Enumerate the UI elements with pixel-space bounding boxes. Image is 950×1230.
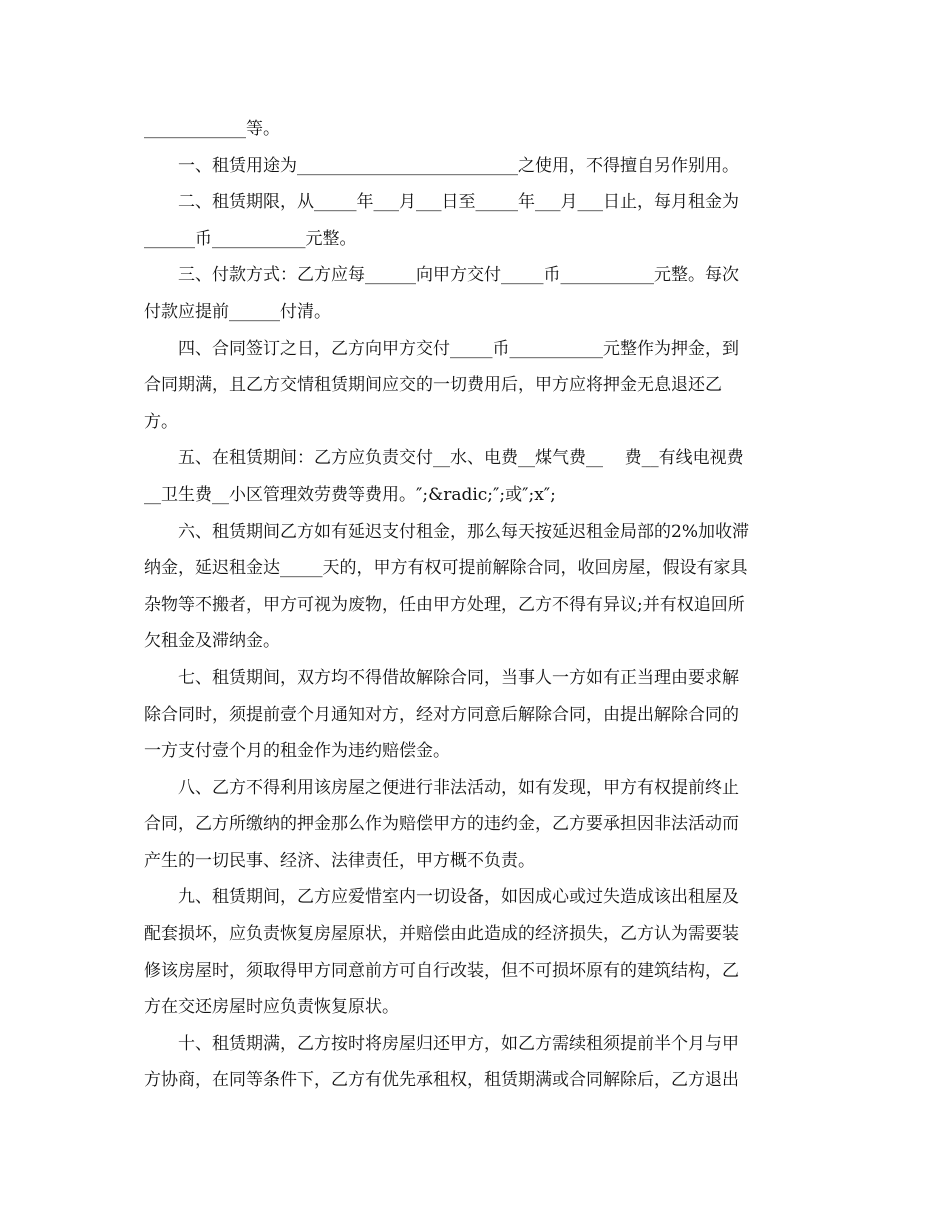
contract-text <box>144 111 824 1099</box>
text-line: 配套损坏，应负责恢复房屋原状，并赔偿由此造成的经济损失，乙方认为需要装 <box>144 924 739 945</box>
text-line: 修该房屋时，须取得甲方同意前方可自行改装，但不可损坏原有的建筑结构，乙 <box>144 960 739 981</box>
text-line: ____________等。 <box>144 119 280 139</box>
text-line: 三、付款方式：乙方应每______向甲方交付_____币___________元整。每次 <box>178 265 739 286</box>
text-line: 二、租赁期限，从_____年___月___日至_____年___月___日止，每月租金为 <box>178 192 739 213</box>
text-line: 十、租赁期满，乙方按时将房屋归还甲方，如乙方需续租须提前半个月与甲 <box>178 1033 739 1054</box>
text-line: 一、租赁用途为__________________________之使用，不得擅自另作别用。 <box>178 155 739 176</box>
text-line: 五、在租赁期间：乙方应负责交付__水、电费__煤气费__ 费__有线电视费 <box>178 448 744 469</box>
text-line: 除合同时，须提前壹个月通知对方，经对方同意后解除合同，由提出解除合同的 <box>144 704 739 725</box>
text-line: 欠租金及滞纳金。 <box>144 631 280 652</box>
text-line: 杂物等不搬者，甲方可视为废物，任由甲方处理，乙方不得有异议;并有权追回所 <box>144 594 745 615</box>
text-line: __卫生费__小区管理效劳费等费用。″;&radic;″;或″;x″; <box>144 484 556 505</box>
text-line: ______币___________元整。 <box>144 228 357 249</box>
text-line: 一方支付壹个月的租金作为违约赔偿金。 <box>144 741 450 762</box>
text-line: 付款应提前______付清。 <box>144 301 331 322</box>
text-line: 四、合同签订之日，乙方向甲方交付_____币___________元整作为押金，到 <box>178 338 739 359</box>
text-line: 八、乙方不得利用该房屋之便进行非法活动，如有发现，甲方有权提前终止 <box>178 777 739 798</box>
text-line: 方协商，在同等条件下，乙方有优先承租权，租赁期满或合同解除后，乙方退出 <box>144 1070 739 1091</box>
text-line: 九、租赁期间，乙方应爱惜室内一切设备，如因成心或过失造成该出租屋及 <box>178 887 739 908</box>
text-line: 合同期满，且乙方交情租赁期间应交的一切费用后，甲方应将押金无息退还乙 <box>144 375 722 396</box>
text-line: 方。 <box>144 411 178 432</box>
text-line: 六、租赁期间乙方如有延迟支付租金，那么每天按延迟租金局部的2%加收滞 <box>178 521 749 542</box>
text-line: 七、租赁期间，双方均不得借故解除合同，当事人一方如有正当理由要求解 <box>178 667 739 688</box>
text-line: 方在交还房屋时应负责恢复原状。 <box>144 997 399 1018</box>
text-line: 纳金，延迟租金达_____天的，甲方有权可提前解除合同，收回房屋，假设有家具 <box>144 558 748 579</box>
text-line: 合同，乙方所缴纳的押金那么作为赔偿甲方的违约金，乙方要承担因非法活动而 <box>144 814 739 835</box>
text-line: 产生的一切民事、经济、法律责任，甲方概不负责。 <box>144 850 535 871</box>
